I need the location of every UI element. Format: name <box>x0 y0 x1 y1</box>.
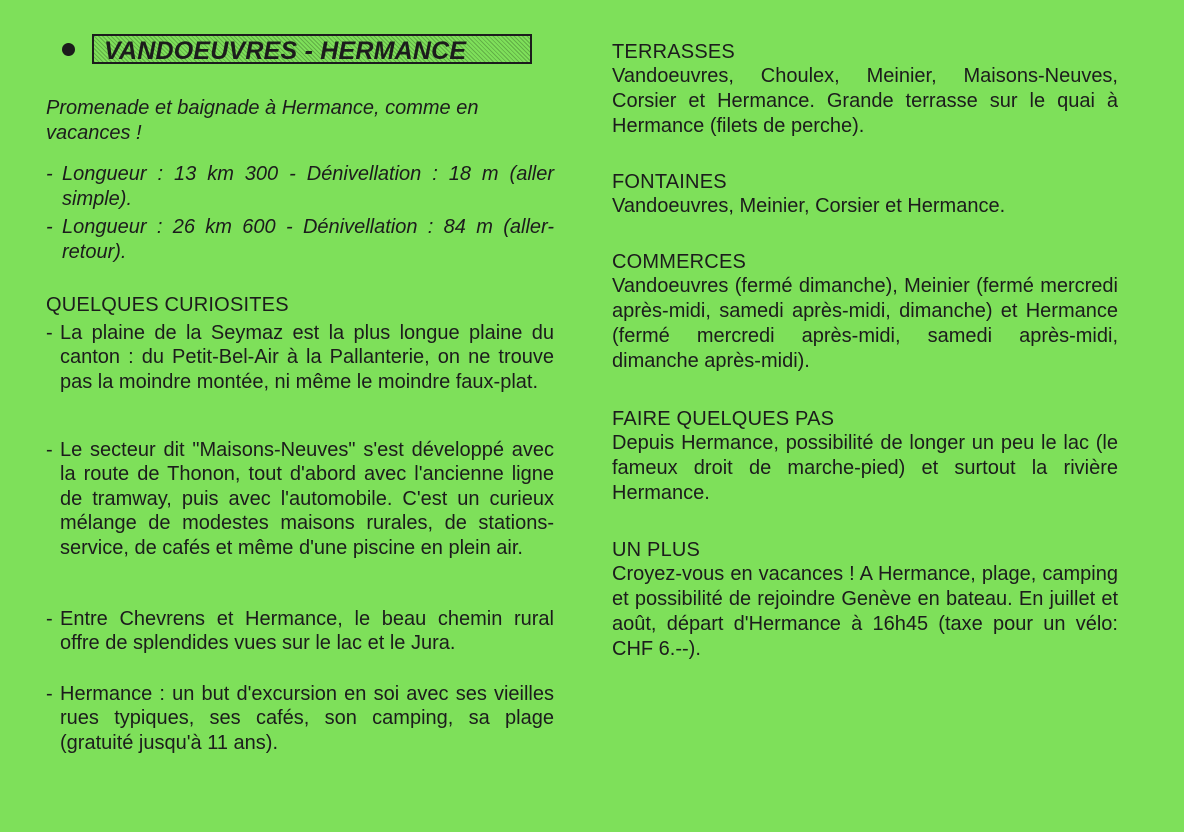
intro-text: Promenade et baignade à Hermance, comme en vacances ! <box>46 97 479 144</box>
curiosite-item <box>46 321 554 394</box>
curiosite-item <box>46 438 554 560</box>
curiosite-text: - La plaine de la Seymaz est la plus longue plaine du canton : du Petit-Bel-Air à la Pallanterie, on ne trouve pas la moindre montée, ni même le moindre faux-plat. <box>46 321 554 394</box>
section-text: Vandoeuvres, Meinier, Corsier et Hermance. <box>612 195 1006 217</box>
section-heading: FONTAINES <box>612 171 727 193</box>
page-title: VANDOEUVRES - HERMANCE <box>92 34 532 64</box>
curiosite-item <box>46 682 554 755</box>
section-text: Vandoeuvres (fermé dimanche), Meinier (fermé mercredi après-midi, samedi après-midi, dimanche) et Hermance (fermé mercredi après-midi, samedi après-midi, dimanche après-midi). <box>612 275 1118 372</box>
distance-list <box>46 162 554 265</box>
title-row <box>62 34 532 64</box>
section-heading: FAIRE QUELQUES PAS <box>612 408 835 430</box>
curiosites-heading: QUELQUES CURIOSITES <box>46 294 289 316</box>
section-faire-quelques-pas <box>612 407 1118 506</box>
curiosite-text: - Entre Chevrens et Hermance, le beau chemin rural offre de splendides vues sur le lac et le Jura. <box>46 607 554 656</box>
distance-item: - Longueur : 26 km 600 - Dénivellation : 84 m (aller-retour). <box>46 215 554 265</box>
section-commerces <box>612 250 1118 374</box>
section-text: Croyez-vous en vacances ! A Hermance, plage, camping et possibilité de rejoindre Genève en bateau. En juillet et août, départ d'Hermance à 16h45 (taxe pour un vélo: CHF 6.--). <box>612 563 1118 660</box>
section-heading: UN PLUS <box>612 539 701 561</box>
section-un-plus <box>612 538 1118 662</box>
curiosite-text: - Le secteur dit "Maisons-Neuves" s'est développé avec la route de Thonon, tout d'abord avec l'ancienne ligne de tramway, puis avec l'automobile. C'est un curieux mélange de modestes maisons rurales, de stations-service, de cafés et même d'une piscine en plein air. <box>46 438 554 560</box>
section-heading: COMMERCES <box>612 251 747 273</box>
curiosite-item <box>46 607 554 656</box>
section-terrasses <box>612 40 1118 139</box>
section-heading: TERRASSES <box>612 41 735 63</box>
distance-item: - Longueur : 13 km 300 - Dénivellation : 18 m (aller simple). <box>46 162 554 212</box>
curiosite-text: - Hermance : un but d'excursion en soi avec ses vieilles rues typiques, ses cafés, son camping, sa plage (gratuité jusqu'à 11 ans). <box>46 682 554 755</box>
section-text: Depuis Hermance, possibilité de longer un peu le lac (le fameux droit de marche-pied) et surtout la rivière Hermance. <box>612 432 1118 504</box>
section-text: Vandoeuvres, Choulex, Meinier, Maisons-Neuves, Corsier et Hermance. Grande terrasse sur le quai à Hermance (filets de perche). <box>612 65 1118 137</box>
bullet-icon <box>62 43 75 56</box>
section-fontaines <box>612 170 1118 219</box>
